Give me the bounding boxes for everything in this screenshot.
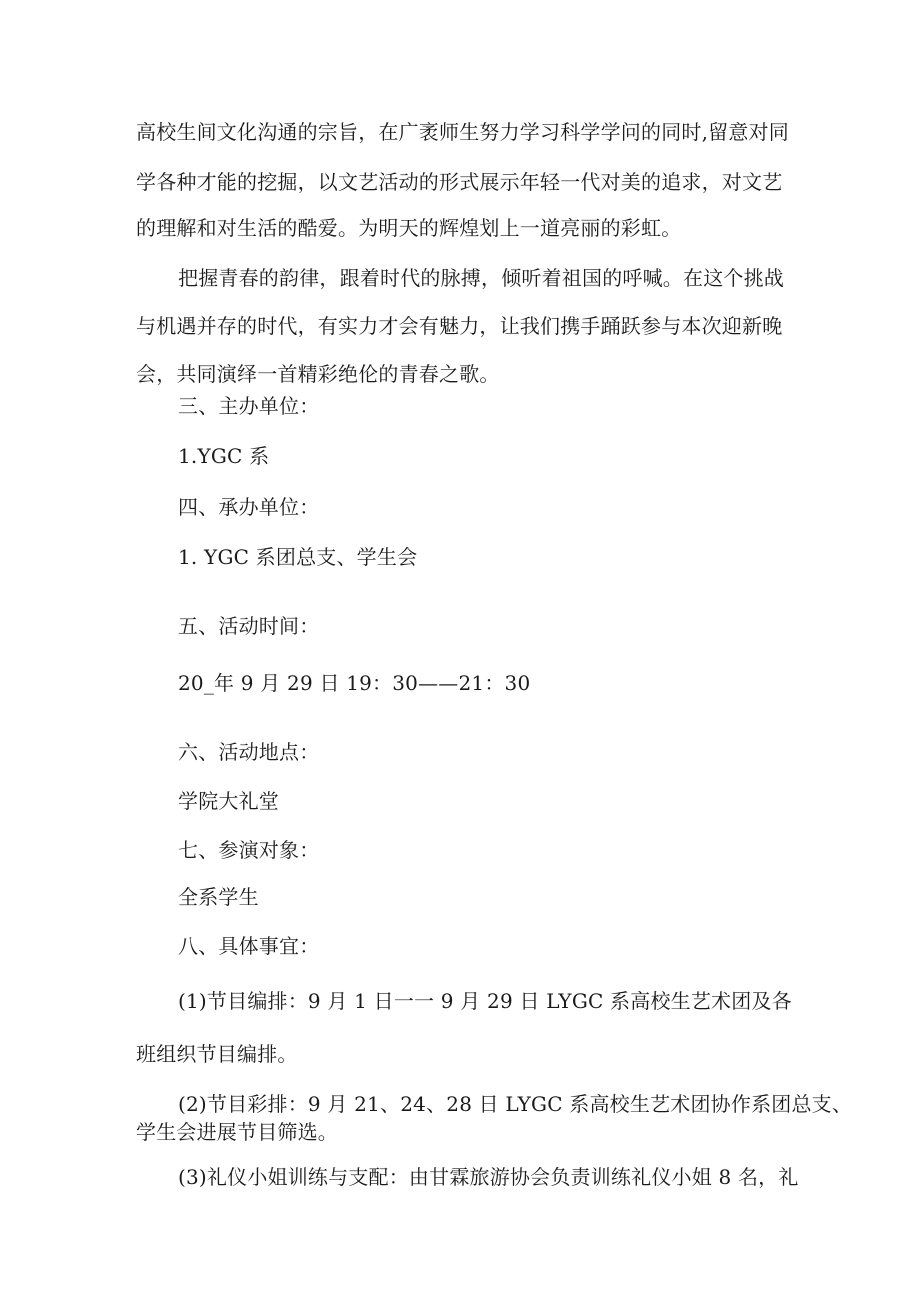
time-heading: 五、活动时间： [178, 614, 320, 638]
details-item-2-line-2: 学生会进展节目筛选。 [136, 1120, 338, 1144]
co-organizer-heading: 四、承办单位： [178, 495, 320, 519]
time-value: 20_年 9 月 29 日 19：30——21：30 [178, 671, 531, 695]
intro-line-3: 的理解和对生活的酷爱。为明天的辉煌划上一道亮丽的彩虹。 [136, 216, 682, 240]
intro-line-2: 学各种才能的挖掘，以文艺活动的形式展示年轻一代对美的追求，对文艺 [136, 170, 783, 194]
intro-line-1: 高校生间文化沟通的宗旨，在广袤师生努力学习科学学问的同时,留意对同 [136, 120, 789, 144]
details-item-1-line-2: 班组织节目编排。 [136, 1042, 298, 1066]
place-heading: 六、活动地点： [178, 740, 320, 764]
appeal-line-2: 与机遇并存的时代，有实力才会有魅力，让我们携手踊跃参与本次迎新晚 [136, 314, 783, 338]
details-item-1-line-1: (1)节目编排：9 月 1 日一一 9 月 29 日 LYGC 系高校生艺术团及各 [178, 989, 792, 1013]
appeal-line-3: 会，共同演绎一首精彩绝伦的青春之歌。 [136, 362, 500, 386]
co-organizer-item: 1. YGC 系团总支、学生会 [178, 545, 418, 569]
organizer-item: 1.YGC 系 [178, 444, 270, 468]
details-item-3-line-1: (3)礼仪小姐训练与支配：由甘霖旅游协会负责训练礼仪小姐 8 名，礼 [178, 1165, 799, 1189]
participants-value: 全系学生 [178, 885, 259, 909]
appeal-line-1: 把握青春的韵律，跟着时代的脉搏，倾听着祖国的呼喊。在这个挑战 [178, 266, 784, 290]
participants-heading: 七、参演对象： [178, 838, 320, 862]
place-value: 学院大礼堂 [178, 789, 279, 813]
details-heading: 八、具体事宜： [178, 934, 320, 958]
organizer-heading: 三、主办单位： [178, 394, 320, 418]
details-item-2-line-1: (2)节目彩排：9 月 21、24、28 日 LYGC 系高校生艺术团协作系团总支、 [178, 1092, 853, 1116]
